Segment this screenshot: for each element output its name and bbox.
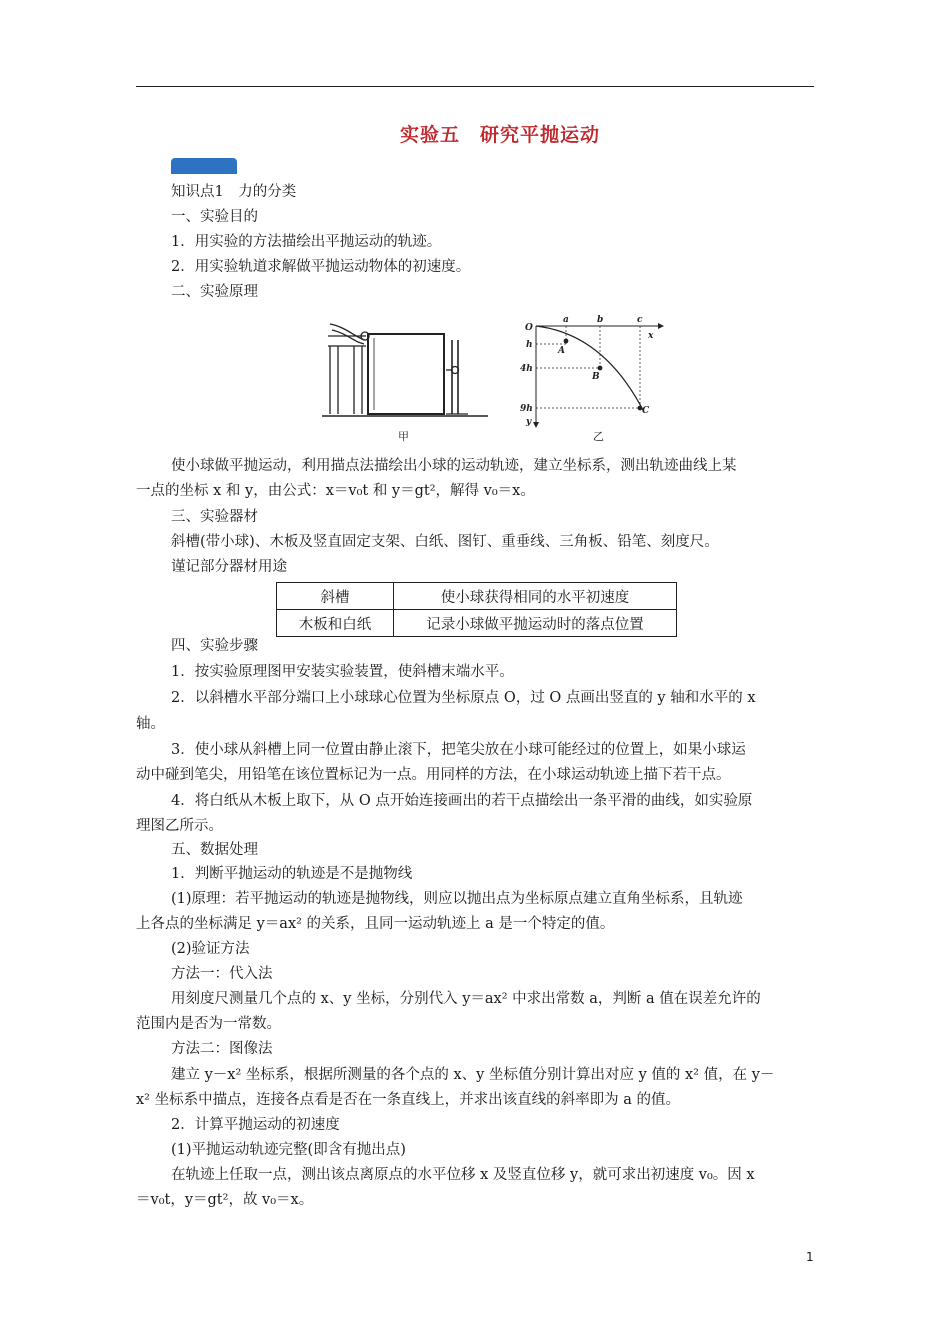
header-rule xyxy=(136,86,814,87)
method-1-title: 方法一：代入法 xyxy=(171,966,273,982)
step-1: 1．按实验原理图甲安装实验装置，使斜槽末端水平。 xyxy=(171,664,514,680)
apparatus-diagram xyxy=(322,324,488,416)
svg-text:C: C xyxy=(642,406,650,416)
equipment-use: 记录小球做平抛运动时的落点位置 xyxy=(394,610,677,637)
svg-text:x: x xyxy=(648,331,654,341)
data-principle-line-1: (1)原理：若平抛运动的轨迹是抛物线，则应以抛出点为坐标原点建立直角坐标系，且轨迹 xyxy=(171,891,743,907)
method-2-line-2: x² 坐标系中描点，连接各点看是否在一条直线上，并求出该直线的斜率即为 a 的值。 xyxy=(136,1092,680,1108)
trajectory-graph xyxy=(520,315,664,428)
svg-text:A: A xyxy=(558,346,565,356)
page-title: 实验五 研究平抛运动 xyxy=(399,124,600,146)
step-4-line-1: 4．将白纸从木板上取下，从 O 点开始连接画出的若干点描绘出一条平滑的曲线，如实验原 xyxy=(171,793,753,809)
caption-jia: 甲 xyxy=(398,430,409,443)
page-number: 1 xyxy=(806,1250,814,1264)
data-item-2: 2．计算平抛运动的初速度 xyxy=(171,1117,340,1133)
heading-purpose: 一、实验目的 xyxy=(171,209,258,225)
heading-data: 五、数据处理 xyxy=(171,842,258,858)
principle-paragraph-line-2: 一点的坐标 x 和 y，由公式：x＝v₀t 和 y＝gt²，解得 v₀＝x。 xyxy=(136,483,535,499)
svg-text:h: h xyxy=(526,340,533,350)
velocity-paragraph-line-1: 在轨迹上任取一点，测出该点离原点的水平位移 x 及竖直位移 y，就可求出初速度 v₀。因 x xyxy=(171,1167,755,1183)
point-a xyxy=(564,339,569,344)
point-b xyxy=(598,366,603,371)
equipment-list: 斜槽(带小球)、木板及竖直固定支架、白纸、图钉、重垂线、三角板、铅笔、刻度尺。 xyxy=(171,534,719,550)
step-2-line-2: 轴。 xyxy=(136,716,165,732)
caption-yi: 乙 xyxy=(593,430,604,443)
svg-text:9h: 9h xyxy=(520,404,533,414)
table-row xyxy=(277,583,677,610)
heading-equipment: 三、实验器材 xyxy=(171,509,258,525)
section-label: 知识点1 力的分类 xyxy=(171,184,297,200)
data-item-1: 1．判断平抛运动的轨迹是不是抛物线 xyxy=(171,866,413,882)
step-3-line-2: 动中碰到笔尖，用铅笔在该位置标记为一点。用同样的方法，在小球运动轨迹上描下若干点。 xyxy=(136,767,731,783)
step-4-line-2: 理图乙所示。 xyxy=(136,818,223,834)
experiment-figure xyxy=(318,312,668,446)
velocity-paragraph-line-2: ＝v₀t，y＝gt²，故 v₀＝x。 xyxy=(136,1192,314,1208)
method-2-title: 方法二：图像法 xyxy=(171,1041,273,1057)
step-2-line-1: 2．以斜槽水平部分端口上小球球心位置为坐标原点 O，过 O 点画出竖直的 y 轴和水平的 x xyxy=(171,690,756,706)
purpose-item-2: 2．用实验轨道求解做平抛运动物体的初速度。 xyxy=(171,259,471,275)
method-1-line-1: 用刻度尺测量几个点的 x、y 坐标，分别代入 y＝ax² 中求出常数 a，判断 a 值在误差允许的 xyxy=(171,991,761,1007)
principle-paragraph-line-1: 使小球做平抛运动，利用描点法描绘出小球的运动轨迹，建立坐标系，测出轨迹曲线上某 xyxy=(171,458,737,474)
svg-text:c: c xyxy=(637,315,643,325)
svg-text:O: O xyxy=(525,323,533,333)
heading-principle: 二、实验原理 xyxy=(171,284,258,300)
svg-text:y: y xyxy=(526,417,532,427)
equipment-name: 斜槽 xyxy=(277,583,394,610)
method-1-line-2: 范围内是否为一常数。 xyxy=(136,1016,281,1032)
heading-steps: 四、实验步骤 xyxy=(171,638,258,654)
purpose-item-1: 1．用实验的方法描绘出平抛运动的轨迹。 xyxy=(171,234,442,250)
equipment-note: 谨记部分器材用途 xyxy=(171,559,287,575)
svg-text:b: b xyxy=(597,315,604,325)
verify-heading: (2)验证方法 xyxy=(171,941,250,957)
svg-text:4h: 4h xyxy=(520,364,533,374)
section-banner xyxy=(171,158,237,174)
equipment-use: 使小球获得相同的水平初速度 xyxy=(394,583,677,610)
data-principle-line-2: 上各点的坐标满足 y＝ax² 的关系，且同一运动轨迹上 a 是一个特定的值。 xyxy=(136,916,615,932)
svg-text:B: B xyxy=(592,372,600,382)
table-row xyxy=(277,610,677,637)
svg-text:a: a xyxy=(563,315,569,325)
data-item-2-1: (1)平抛运动轨迹完整(即含有抛出点) xyxy=(171,1142,406,1158)
equipment-name: 木板和白纸 xyxy=(277,610,394,637)
equipment-table xyxy=(276,582,677,637)
method-2-line-1: 建立 y－x² 坐标系，根据所测量的各个点的 x、y 坐标值分别计算出对应 y 值的 x² 值，在 y－ xyxy=(171,1067,775,1083)
step-3-line-1: 3．使小球从斜槽上同一位置由静止滚下，把笔尖放在小球可能经过的位置上，如果小球运 xyxy=(171,742,746,758)
